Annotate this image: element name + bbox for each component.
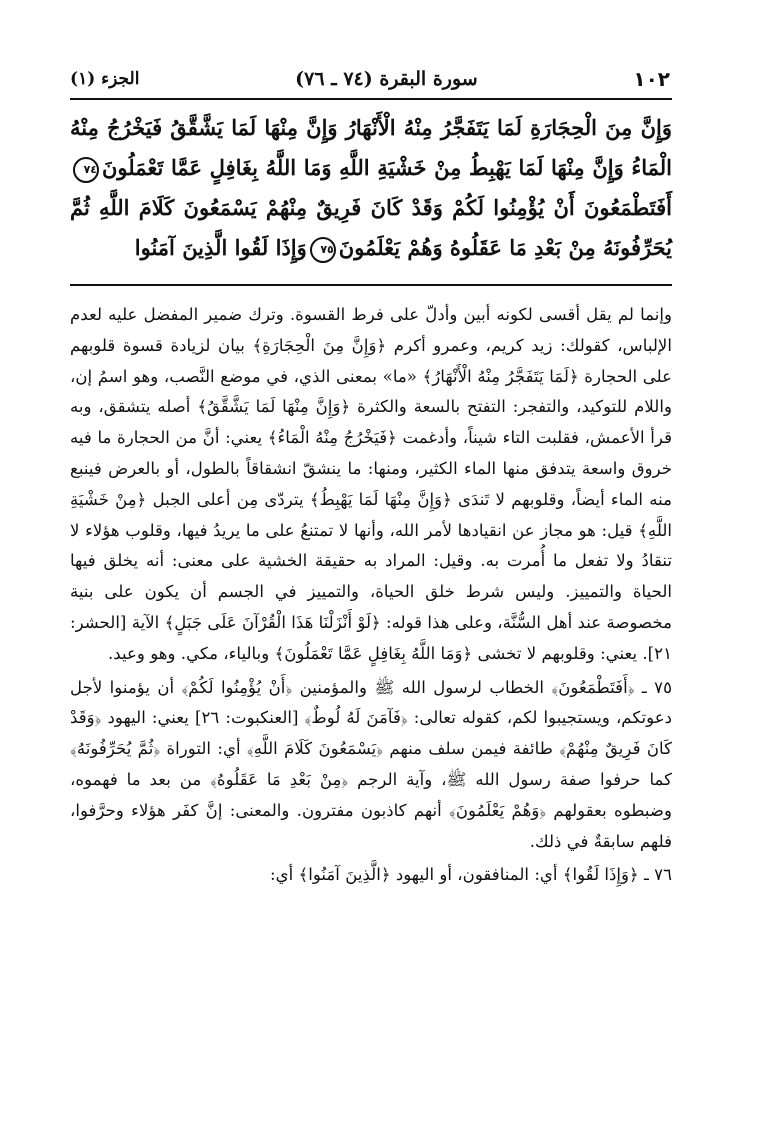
verses-divider (70, 284, 672, 286)
page-number: ١٠٢ (633, 67, 670, 91)
sura-title: سورة البقرة (٧٤ ـ ٧٦) (295, 68, 478, 90)
commentary-paragraph: ٧٥ ـ ﴿أَفَتَطْمَعُونَ﴾ الخطاب لرسول الله ﷺ والمؤمنين ﴿أَنْ يُؤْمِنُوا لَكُمْ﴾ أن يؤمنوا لأجل دعوتكم، ويستجيبوا لكم، كقوله تعالى: ﴿فَآمَنَ لَهُ لُوطٌ﴾ [العنكبوت: ٢٦] يعني: اليهود ﴿وَقَدْ كَانَ فَرِيقٌ مِنْهُمْ﴾ طائفة فيمن سلف منهم ﴿يَسْمَعُونَ كَلَامَ اللَّهِ﴾ أي: التوراة ﴿ثُمَّ يُحَرِّفُونَهُ﴾ كما حرفوا صفة رسول الله ﷺ، وآية الرجم ﴿مِنْ بَعْدِ مَا عَقَلُوهُ﴾ من بعد ما فهموه، وضبطوه بعقولهم ﴿وَهُمْ يَعْلَمُونَ﴾ أنهم كاذبون مفترون. والمعنى: إنَّ كفَر هؤلاء وحرَّفوا، فلهم سابقةٌ في ذلك. (70, 677, 672, 851)
commentary (70, 300, 672, 891)
page-header (70, 62, 670, 96)
verse-text: أَفَتَطْمَعُونَ أَنْ يُؤْمِنُوا لَكُمْ وَقَدْ كَانَ فَرِيقٌ مِنْهُمْ يَسْمَعُونَ كَلَامَ اللَّهِ ثُمَّ يُحَرِّفُونَهُ مِنْ بَعْدِ مَا عَقَلُوهُ وَهُمْ يَعْلَمُونَ (70, 195, 672, 260)
quran-verses (70, 108, 672, 268)
verse-text: وَإِنَّ مِنَ الْحِجَارَةِ لَمَا يَتَفَجَّرُ مِنْهُ الْأَنْهَارُ وَإِنَّ مِنْهَا لَمَا يَشَّقَّقُ فَيَخْرُجُ مِنْهُ الْمَاءُ وَإِنَّ مِنْهَا لَمَا يَهْبِطُ مِنْ خَشْيَةِ اللَّهِ وَمَا اللَّهُ بِغَافِلٍ عَمَّا تَعْمَلُونَ (70, 115, 672, 180)
verse-end-marker: ٧٥ (310, 237, 336, 263)
juz-label: الجزء (١) (70, 69, 140, 89)
header-rule (70, 98, 672, 100)
verse-text: وَإِذَا لَقُوا الَّذِينَ آمَنُوا (134, 235, 307, 260)
commentary-paragraph: وإنما لم يقل أقسى لكونه أبين وأدلّ على فرط القسوة. وترك ضمير المفضل عليه لعدم الإلباس، كقولك: زيد كريم، وعمرو أكرم ﴿وَإِنَّ مِنَ الْحِجَارَةِ﴾ بيان لزيادة قسوة قلوبهم على الحجارة ﴿لَمَا يَتَفَجَّرُ مِنْهُ الْأَنْهَارُ﴾ «ما» بمعنى الذي، في موضع النَّصب، وهو اسمُ إن، واللام للتوكيد، والتفجر: التفتح بالسعة والكثرة ﴿وَإِنَّ مِنْهَا لَمَا يَشَّقَّقُ﴾ أصله يتشقق، وبه قرأ الأعمش، فقلبت التاء شيناً، وأدغمت ﴿فَيَخْرُجُ مِنْهُ الْمَاءُ﴾ يعني: أنَّ من الحجارة ما فيه خروق واسعة يتدفق منها الماء الكثير، ومنها: ما ينشقّ انشقاقاً بالطول، أو بالعرض فينبع منه الماء أيضاً، وقلوبهم لا تَندَى ﴿وَإِنَّ مِنْهَا لَمَا يَهْبِطُ﴾ يتردّى مِن أعلى الجبل ﴿مِنْ خَشْيَةِ اللَّهِ﴾ قيل: هو مجاز عن انقيادها لأمر الله، وأنها لا تمتنعُ على ما يريدُ فيها، وقلوب هؤلاء لا تنقادُ ولا تفعل ما أُمرت به. وقيل: المراد به حقيقة الخشية على معنى: أنه يخلق فيها الحياة والتمييز. وليس شرط خلق الحياة، والتمييز في الجسم أن يكون على بنية مخصوصة عند أهل السُّنَّة، وعلى هذا قوله: ﴿لَوْ أَنْزَلْنَا هَذَا الْقُرْآنَ عَلَى جَبَلٍ﴾ الآية [الحشر: ٢١]. يعني: وقلوبهم لا تخشى ﴿وَمَا اللَّهُ بِغَافِلٍ عَمَّا تَعْمَلُونَ﴾ وبالياء، مكي. وهو وعيد. (70, 305, 672, 663)
verse-end-marker: ٧٤ (73, 157, 99, 183)
commentary-paragraph: ٧٦ ـ ﴿وَإِذَا لَقُوا﴾ أي: المنافقون، أو اليهود ﴿الَّذِينَ آمَنُوا﴾ أي: (270, 865, 672, 885)
